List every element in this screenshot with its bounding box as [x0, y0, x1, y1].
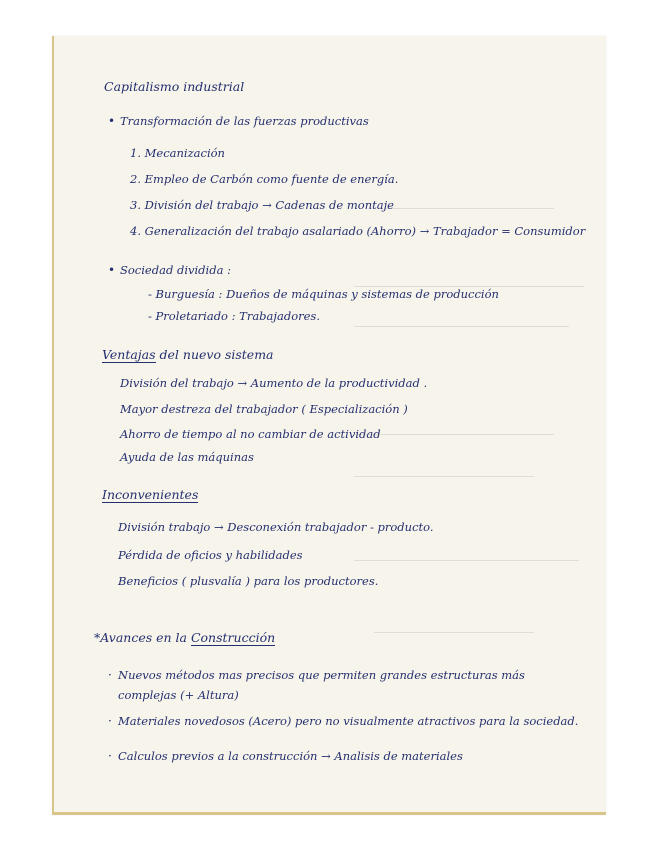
heading-pre: Avances en la	[100, 630, 191, 645]
bleed-through-mark	[354, 476, 534, 477]
underlined-word: Construcción	[190, 630, 276, 645]
list-item: Beneficios ( plusvalía ) para los productores.	[118, 574, 379, 588]
bullet: •	[108, 263, 116, 277]
list-item: 3. División del trabajo → Cadenas de montaje	[130, 198, 394, 212]
notebook-sheet	[52, 36, 606, 815]
list-item: 1. Mecanización	[130, 146, 225, 160]
list-item: 4. Generalización del trabajo asalariado (Ahorro) → Trabajador = Consumidor	[130, 224, 586, 238]
heading-rest: del nuevo sistema	[155, 347, 274, 362]
underlined-word: Inconvenientes	[102, 487, 199, 502]
list-item: 2. Empleo de Carbón como fuente de energía.	[130, 172, 399, 186]
list-item: - Burguesía : Dueños de máquinas y sistemas de producción	[148, 287, 499, 301]
list-item: Calculos previos a la construcción → Analisis de materiales	[118, 749, 463, 763]
section-heading-avances	[94, 631, 275, 645]
section-heading-sociedad: Sociedad dividida :	[120, 263, 231, 277]
list-item: Mayor destreza del trabajador ( Especialización )	[120, 402, 408, 416]
list-item: Materiales novedosos (Acero) pero no visualmente atractivos para la sociedad.	[118, 714, 579, 728]
list-item: División del trabajo → Aumento de la productividad .	[120, 376, 428, 390]
bullet: •	[108, 114, 116, 128]
list-item: Ayuda de las máquinas	[120, 450, 254, 464]
bleed-through-mark	[354, 326, 569, 327]
list-item: División trabajo → Desconexión trabajador - producto.	[118, 520, 434, 534]
list-item: Nuevos métodos mas precisos que permiten grandes estructuras más	[118, 668, 525, 682]
bleed-through-mark	[384, 208, 554, 209]
list-item: Ahorro de tiempo al no cambiar de actividad	[120, 427, 381, 441]
section-heading-ventajas	[102, 348, 274, 362]
star-mark: *	[94, 630, 101, 645]
bullet: ·	[108, 668, 112, 682]
list-item-continuation: complejas (+ Altura)	[118, 688, 239, 702]
bullet: ·	[108, 749, 112, 763]
bullet: ·	[108, 714, 112, 728]
bleed-through-mark	[374, 632, 534, 633]
list-item: - Proletariado : Trabajadores.	[148, 309, 320, 323]
page-title: Capitalismo industrial	[104, 79, 245, 94]
bleed-through-mark	[354, 434, 554, 435]
section-heading-transformacion: Transformación de las fuerzas productivas	[120, 114, 369, 128]
underlined-word: Ventajas	[102, 347, 156, 362]
list-item: Pérdida de oficios y habilidades	[118, 548, 303, 562]
bleed-through-mark	[354, 560, 579, 561]
section-heading-inconvenientes	[102, 488, 198, 502]
